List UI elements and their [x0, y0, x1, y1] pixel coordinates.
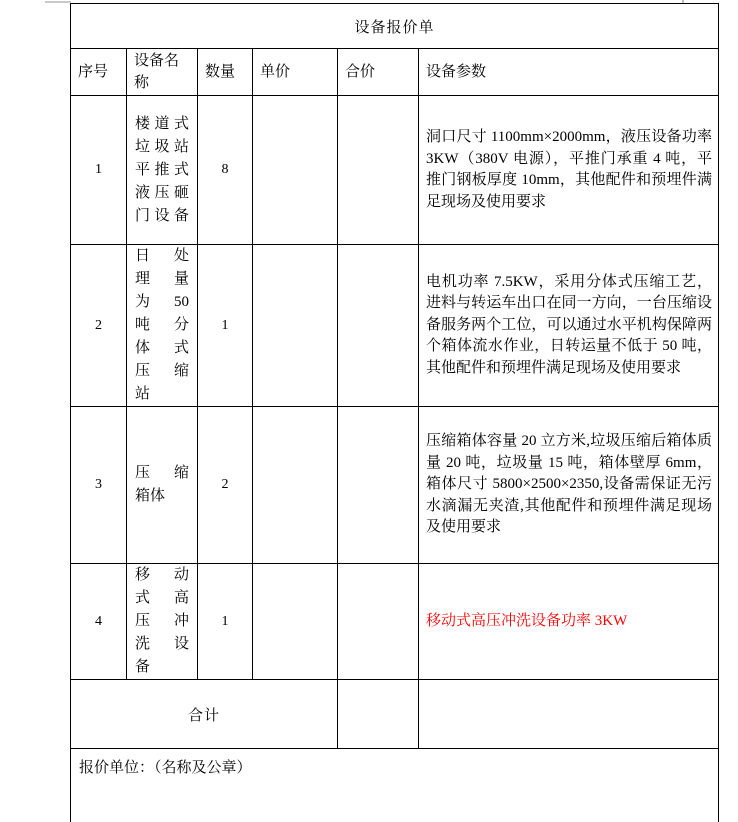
cell-total-price	[338, 564, 419, 680]
name-line: 日 处	[135, 248, 189, 264]
column-header-name: 设备名称	[127, 49, 198, 96]
crop-artifact-line	[45, 1, 71, 3]
name-line: 垃 圾 站	[135, 138, 189, 155]
cell-parameters	[419, 96, 719, 245]
table-total-row	[71, 680, 719, 749]
cell-total-price	[338, 245, 419, 407]
table-row	[71, 245, 719, 407]
cell-unit-price	[253, 96, 338, 245]
name-line: 门 设 备	[135, 207, 189, 224]
cell-total-price	[338, 407, 419, 564]
cell-equipment-name	[127, 245, 198, 407]
cell-equipment-name	[127, 564, 198, 680]
name-line: 液 压 砸	[135, 184, 189, 201]
cell-quantity: 1	[198, 245, 253, 407]
parameters-text: 电机功率 7.5KW，采用分体式压缩工艺，进料与转运车出口在同一方向，一台压缩设备服务两个工位，可以通过水平机构保障两个箱体流水作业，日转运量不低于 50 吨，其他配件和预埋件满足现场及使用要求	[426, 273, 712, 376]
cell-parameters	[419, 680, 719, 749]
cell-index: 2	[71, 245, 127, 407]
name-line: 理 量	[135, 271, 189, 287]
page-title: 设备报价单	[71, 4, 719, 49]
name-line: 站	[135, 386, 151, 402]
table-title-row	[71, 4, 719, 49]
column-header-total-price: 合价	[338, 49, 419, 96]
cell-equipment-name	[127, 96, 198, 245]
parameters-text-highlighted: 移动式高压冲洗设备功率 3KW	[426, 612, 628, 629]
name-line: 楼 道 式	[135, 115, 189, 132]
table-footer-row	[71, 749, 719, 822]
parameters-text: 压缩箱体容量 20 立方米,垃圾压缩后箱体质量 20 吨，垃圾量 15 吨，箱体壁厚 6mm，箱体尺寸 5800×2500×2350,设备需保证无污水滴漏无夹渣,其他配件和预埋件满足现场及使用要求	[426, 433, 712, 536]
column-header-index: 序号	[71, 49, 127, 96]
cell-quantity: 1	[198, 564, 253, 680]
column-header-parameters: 设备参数	[419, 49, 719, 96]
name-line: 移 动	[135, 567, 189, 583]
cell-equipment-name	[127, 407, 198, 564]
name-line: 吨 分	[135, 317, 189, 333]
cell-quantity: 2	[198, 407, 253, 564]
equipment-quotation-table	[70, 3, 719, 822]
cell-total-price	[338, 96, 419, 245]
cell-total-price	[338, 680, 419, 749]
cell-unit-price	[253, 245, 338, 407]
table-header-row	[71, 49, 719, 96]
name-line: 为 50	[135, 294, 189, 310]
name-line: 平 推 式	[135, 161, 189, 178]
column-header-quantity: 数量	[198, 49, 253, 96]
name-line: 备	[135, 659, 151, 675]
cell-unit-price	[253, 407, 338, 564]
name-line: 压 缩	[135, 363, 189, 379]
name-line: 式 高	[135, 590, 189, 606]
cell-index: 4	[71, 564, 127, 680]
table-row	[71, 407, 719, 564]
column-header-unit-price: 单价	[253, 49, 338, 96]
table-row	[71, 564, 719, 680]
quote-unit-label: 报价单位：（名称及公章）	[71, 749, 719, 822]
total-label: 合计	[71, 680, 338, 749]
cell-parameters	[419, 407, 719, 564]
cell-quantity: 8	[198, 96, 253, 245]
cell-parameters	[419, 245, 719, 407]
name-line: 体 式	[135, 340, 189, 356]
cell-unit-price	[253, 564, 338, 680]
parameters-text: 洞口尺寸 1100mm×2000mm，液压设备功率 3KW（380V 电源），平推门承重 4 吨，平推门钢板厚度 10mm，其他配件和预埋件满足现场及使用要求	[426, 129, 712, 210]
cell-index: 3	[71, 407, 127, 564]
name-line: 箱体	[135, 488, 166, 504]
table-row	[71, 96, 719, 245]
name-line: 压 冲	[135, 613, 189, 629]
name-line: 洗 设	[135, 636, 189, 652]
cell-index: 1	[71, 96, 127, 245]
cell-parameters	[419, 564, 719, 680]
name-line: 压 缩	[135, 465, 189, 481]
